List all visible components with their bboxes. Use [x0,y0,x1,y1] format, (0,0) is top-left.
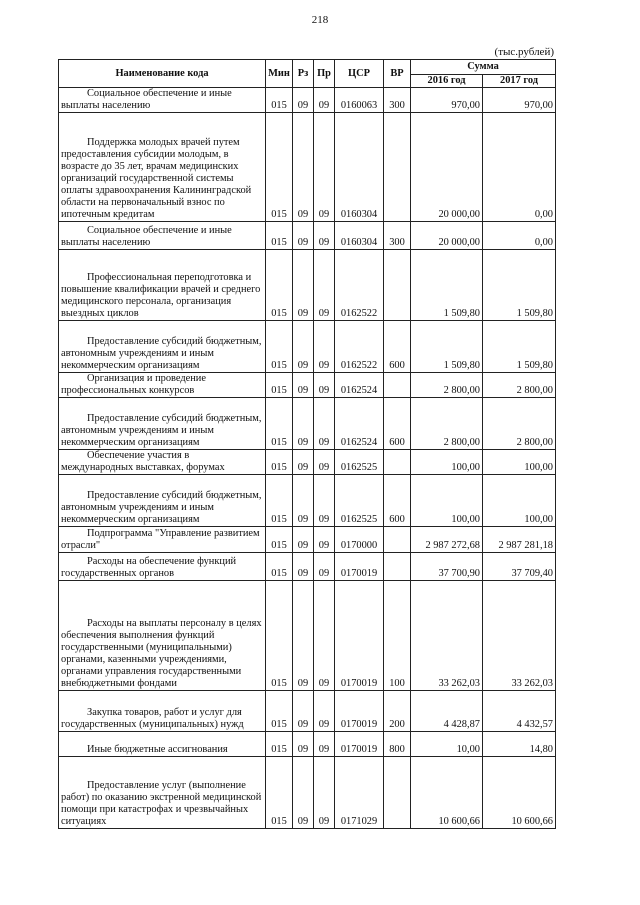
cell-pr: 09 [314,88,335,113]
header-rz: Рз [293,60,314,88]
cell-s17: 1 509,80 [483,321,556,373]
units-label: (тыс.рублей) [494,46,554,58]
cell-vr: 600 [384,321,411,373]
cell-rz: 09 [293,581,314,691]
cell-name: Социальное обеспечение и иные выплаты населению [59,222,266,250]
cell-csr: 0162522 [335,250,384,321]
cell-s16: 100,00 [411,450,483,475]
cell-vr [384,450,411,475]
header-vr: ВР [384,60,411,88]
cell-rz: 09 [293,222,314,250]
cell-s17: 0,00 [483,113,556,222]
cell-pr: 09 [314,732,335,757]
cell-min: 015 [266,88,293,113]
cell-name: Социальное обеспечение и иные выплаты населению [59,88,266,113]
table-row [59,222,556,250]
cell-vr: 100 [384,581,411,691]
cell-rz: 09 [293,373,314,398]
cell-pr: 09 [314,113,335,222]
cell-rz: 09 [293,398,314,450]
cell-min: 015 [266,398,293,450]
table-row [59,757,556,829]
cell-s17: 970,00 [483,88,556,113]
cell-min: 015 [266,691,293,732]
cell-pr: 09 [314,373,335,398]
cell-rz: 09 [293,475,314,527]
header-2016: 2016 год [411,75,483,88]
cell-rz: 09 [293,732,314,757]
table-row [59,475,556,527]
header-pr: Пр [314,60,335,88]
cell-rz: 09 [293,450,314,475]
cell-s17: 2 800,00 [483,373,556,398]
cell-vr [384,113,411,222]
cell-csr: 0162524 [335,398,384,450]
cell-name: Закупка товаров, работ и услуг для государственных (муниципальных) нужд [59,691,266,732]
cell-pr: 09 [314,691,335,732]
cell-pr: 09 [314,222,335,250]
table-row [59,691,556,732]
cell-name: Обеспечение участия в международных выставках, форумах [59,450,266,475]
cell-s17: 14,80 [483,732,556,757]
cell-vr [384,553,411,581]
cell-s17: 2 800,00 [483,398,556,450]
cell-vr [384,527,411,553]
cell-rz: 09 [293,553,314,581]
cell-vr: 300 [384,222,411,250]
cell-s16: 1 509,80 [411,250,483,321]
cell-csr: 0162524 [335,373,384,398]
cell-min: 015 [266,113,293,222]
cell-s17: 0,00 [483,222,556,250]
cell-s16: 2 987 272,68 [411,527,483,553]
cell-csr: 0170019 [335,553,384,581]
cell-name: Профессиональная переподготовка и повышение квалификации врачей и среднего медицинского персонала, организация выездных циклов [59,250,266,321]
cell-vr: 600 [384,398,411,450]
cell-pr: 09 [314,553,335,581]
cell-csr: 0160304 [335,113,384,222]
table-row [59,581,556,691]
cell-min: 015 [266,450,293,475]
cell-name: Предоставление субсидий бюджетным, автономным учреждениям и иным некоммерческим организациям [59,321,266,373]
header-csr: ЦСР [335,60,384,88]
table-body [59,88,556,829]
cell-name: Подпрограмма "Управление развитием отрасли" [59,527,266,553]
cell-csr: 0160063 [335,88,384,113]
cell-name: Предоставление услуг (выполнение работ) по оказанию экстренной медицинской помощи при катастрофах и чрезвычайных ситуациях [59,757,266,829]
table-row [59,450,556,475]
cell-min: 015 [266,527,293,553]
cell-s16: 20 000,00 [411,113,483,222]
cell-min: 015 [266,581,293,691]
cell-rz: 09 [293,321,314,373]
cell-s17: 100,00 [483,475,556,527]
cell-vr [384,757,411,829]
cell-s16: 100,00 [411,475,483,527]
cell-min: 015 [266,321,293,373]
cell-name: Организация и проведение профессиональных конкурсов [59,373,266,398]
cell-name: Иные бюджетные ассигнования [59,732,266,757]
cell-s16: 2 800,00 [411,373,483,398]
cell-min: 015 [266,373,293,398]
page-number: 218 [311,14,329,26]
cell-s16: 970,00 [411,88,483,113]
table-row [59,321,556,373]
cell-s16: 2 800,00 [411,398,483,450]
cell-s16: 10,00 [411,732,483,757]
cell-csr: 0162525 [335,475,384,527]
header-min: Мин [266,60,293,88]
cell-pr: 09 [314,527,335,553]
cell-s17: 2 987 281,18 [483,527,556,553]
cell-s17: 10 600,66 [483,757,556,829]
table-row [59,88,556,113]
cell-name: Расходы на обеспечение функций государственных органов [59,553,266,581]
cell-vr [384,250,411,321]
cell-vr: 600 [384,475,411,527]
cell-s16: 20 000,00 [411,222,483,250]
table-header [59,60,556,88]
cell-rz: 09 [293,88,314,113]
cell-vr: 300 [384,88,411,113]
cell-s16: 1 509,80 [411,321,483,373]
cell-csr: 0170019 [335,691,384,732]
cell-pr: 09 [314,757,335,829]
table-row [59,527,556,553]
cell-csr: 0171029 [335,757,384,829]
cell-csr: 0170000 [335,527,384,553]
cell-s17: 1 509,80 [483,250,556,321]
cell-pr: 09 [314,450,335,475]
cell-min: 015 [266,732,293,757]
cell-min: 015 [266,475,293,527]
cell-min: 015 [266,553,293,581]
budget-table [58,59,556,829]
cell-pr: 09 [314,250,335,321]
cell-s16: 10 600,66 [411,757,483,829]
cell-name: Предоставление субсидий бюджетным, автономным учреждениям и иным некоммерческим организациям [59,475,266,527]
cell-vr: 800 [384,732,411,757]
cell-s17: 100,00 [483,450,556,475]
table-row [59,113,556,222]
cell-name: Расходы на выплаты персоналу в целях обеспечения выполнения функций государственными (муниципальными) органами, казенными учреждениями, органами управления государственными внебюджетными фондами [59,581,266,691]
cell-pr: 09 [314,398,335,450]
cell-min: 015 [266,250,293,321]
cell-rz: 09 [293,691,314,732]
cell-csr: 0160304 [335,222,384,250]
cell-vr: 200 [384,691,411,732]
cell-csr: 0162522 [335,321,384,373]
cell-csr: 0162525 [335,450,384,475]
table-row [59,553,556,581]
cell-min: 015 [266,222,293,250]
cell-csr: 0170019 [335,732,384,757]
cell-s17: 4 432,57 [483,691,556,732]
cell-name: Поддержка молодых врачей путем предоставления субсидии молодым, в возрасте до 35 лет, врачам медицинских организаций государственной системы оплаты здравоохранения Калининградской области на первоначальный взнос по ипотечным кредитам [59,113,266,222]
cell-rz: 09 [293,527,314,553]
cell-s16: 33 262,03 [411,581,483,691]
header-name: Наименование кода [59,60,266,88]
cell-rz: 09 [293,250,314,321]
table-row [59,373,556,398]
cell-s16: 37 700,90 [411,553,483,581]
cell-rz: 09 [293,757,314,829]
cell-s16: 4 428,87 [411,691,483,732]
cell-vr [384,373,411,398]
cell-name: Предоставление субсидий бюджетным, автономным учреждениям и иным некоммерческим организациям [59,398,266,450]
cell-csr: 0170019 [335,581,384,691]
cell-s17: 37 709,40 [483,553,556,581]
cell-pr: 09 [314,475,335,527]
table-row [59,398,556,450]
cell-rz: 09 [293,113,314,222]
header-sum: Сумма [411,60,556,75]
table-row [59,250,556,321]
cell-pr: 09 [314,321,335,373]
cell-min: 015 [266,757,293,829]
header-2017: 2017 год [483,75,556,88]
table-row [59,732,556,757]
cell-pr: 09 [314,581,335,691]
cell-s17: 33 262,03 [483,581,556,691]
